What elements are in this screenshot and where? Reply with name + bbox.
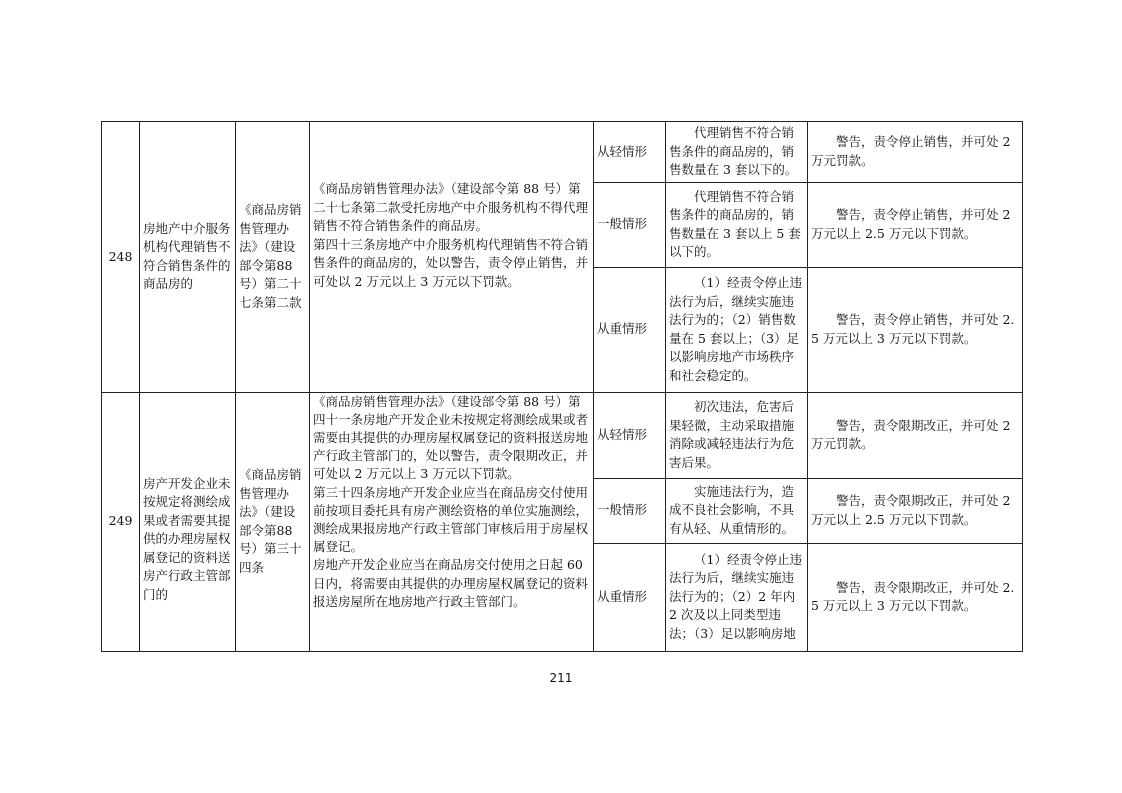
circumstance-standard: 代理销售不符合销售条件的商品房的，销售数量在 3 套以下的。 xyxy=(666,122,808,183)
law-text xyxy=(310,392,594,651)
legal-basis: 《商品房销售管理办法》（建设部令第88号）第三十四条 xyxy=(236,392,310,651)
penalty-text: 警告，责令限期改正，并可处 2.5 万元以上 3 万元以下罚款。 xyxy=(808,543,1023,651)
law-paragraph: 《商品房销售管理办法》（建设部令第 88 号）第二十七条第二款受托房地产中介服务机构不得代理销售不符合销售条件的商品房。 xyxy=(313,181,589,233)
penalty-discretion-table xyxy=(101,121,1023,652)
circumstance-label: 从重情形 xyxy=(594,267,666,392)
violation-item: 房地产中介服务机构代理销售不符合销售条件的商品房的 xyxy=(140,122,236,393)
row-number: 249 xyxy=(102,392,140,651)
circumstance-label: 从轻情形 xyxy=(594,122,666,183)
law-paragraph: 第四十三条房地产中介服务机构代理销售不符合销售条件的商品房的，处以警告，责令停止销售，并可处以 2 万元以上 3 万元以下罚款。 xyxy=(313,236,589,289)
circumstance-label: 从重情形 xyxy=(594,543,666,651)
penalty-text: 警告，责令停止销售，并可处 2 万元罚款。 xyxy=(808,122,1023,183)
penalty-text: 警告，责令停止销售，并可处 2.5 万元以上 3 万元以下罚款。 xyxy=(808,267,1023,392)
violation-item: 房产开发企业未按规定将测绘成果或者需要其提供的办理房屋权属登记的资料送房产行政主管部门的 xyxy=(140,392,236,651)
law-paragraph: 房地产开发企业应当在商品房交付使用之日起 60 日内，将需要由其提供的办理房屋权属登记的资料报送房屋所在地房地产行政主管部门。 xyxy=(313,557,589,609)
circumstance-standard: （1）经责令停止违法行为后，继续实施违法行为的；（2）2 年内 2 次及以上同类型违法；（3）足以影响房地 xyxy=(666,543,808,651)
penalty-text: 警告，责令限期改正，并可处 2 万元罚款。 xyxy=(808,392,1023,478)
circumstance-label: 从轻情形 xyxy=(594,392,666,478)
table-row xyxy=(102,122,1023,183)
page-number: 211 xyxy=(549,671,573,685)
penalty-text: 警告，责令停止销售，并可处 2 万元以上 2.5 万元以下罚款。 xyxy=(808,182,1023,267)
penalty-text: 警告，责令限期改正，并可处 2 万元以上 2.5 万元以下罚款。 xyxy=(808,478,1023,543)
row-number: 248 xyxy=(102,122,140,393)
table-row xyxy=(102,392,1023,478)
circumstance-standard: 代理销售不符合销售条件的商品房的，销售数量在 3 套以上 5 套以下的。 xyxy=(666,182,808,267)
circumstance-standard: 初次违法，危害后果轻微，主动采取措施消除或减轻违法行为危害后果。 xyxy=(666,392,808,478)
circumstance-label: 一般情形 xyxy=(594,478,666,543)
circumstance-standard: （1）经责令停止违法行为后，继续实施违法行为的；（2）销售数量在 5 套以上；（3）足以影响房地产市场秩序和社会稳定的。 xyxy=(666,267,808,392)
law-paragraph: 第三十四条房地产开发企业应当在商品房交付使用前按项目委托具有房产测绘资格的单位实施测绘，测绘成果报房地产行政主管部门审核后用于房屋权属登记。 xyxy=(313,484,589,555)
legal-basis: 《商品房销售管理办法》（建设部令第88号）第二十七条第二款 xyxy=(236,122,310,393)
law-paragraph: 《商品房销售管理办法》（建设部令第 88 号）第四十一条房地产开发企业未按规定将测绘成果或者需要由其提供的办理房屋权属登记的资料报送房地产行政主管部门的，处以警告，责令限期改正，并可处以 2 万元以上 3 万元以下罚款。 xyxy=(313,393,589,482)
law-text xyxy=(310,122,594,393)
circumstance-standard: 实施违法行为，造成不良社会影响，不具有从轻、从重情形的。 xyxy=(666,478,808,543)
circumstance-label: 一般情形 xyxy=(594,182,666,267)
